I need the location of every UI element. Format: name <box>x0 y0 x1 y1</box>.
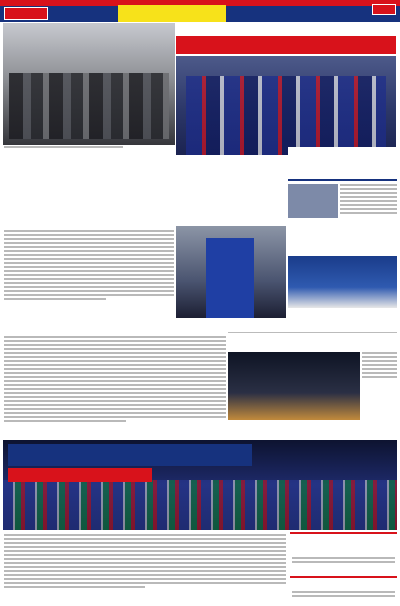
lead-paragraph <box>4 230 174 335</box>
feature-crowd <box>3 480 397 530</box>
paper-name <box>6 9 46 19</box>
feature-body <box>4 534 286 602</box>
top-left-photo-caption <box>4 146 174 150</box>
side-story-2-photo <box>228 352 360 420</box>
lead-photo-2-caption <box>176 320 286 330</box>
side-story-2-caption <box>228 422 397 430</box>
side-story-1-headline <box>290 149 395 179</box>
feature-photo-caption <box>4 596 286 604</box>
banner-headline <box>180 38 392 52</box>
small-story-1-headline <box>292 535 395 554</box>
small-story-1-body <box>292 557 395 573</box>
player-2-figure <box>206 238 254 318</box>
side-story-1-body <box>340 184 397 254</box>
lead-photo-2 <box>176 226 286 318</box>
section-title <box>120 6 224 21</box>
feature-headline <box>10 446 250 464</box>
side-story-2-body <box>362 352 397 420</box>
small-story-2-body <box>292 591 395 604</box>
small-story-2-headline <box>292 578 395 589</box>
feature-subheadline <box>10 469 150 481</box>
masthead <box>0 0 400 22</box>
lead-subheadline <box>6 207 274 225</box>
side-story-1-photo-2 <box>288 256 397 308</box>
top-left-photo <box>3 23 175 145</box>
lead-headline <box>6 164 274 202</box>
player-figures <box>186 76 386 155</box>
side-story-1-caption <box>288 310 397 322</box>
corner-badge <box>372 4 396 15</box>
crowd-figures <box>9 73 169 139</box>
lead-body <box>4 336 226 436</box>
side-story-2-headline <box>230 334 395 348</box>
date-line <box>256 8 386 14</box>
main-photo <box>176 56 396 155</box>
side-story-1-photo <box>288 184 338 218</box>
